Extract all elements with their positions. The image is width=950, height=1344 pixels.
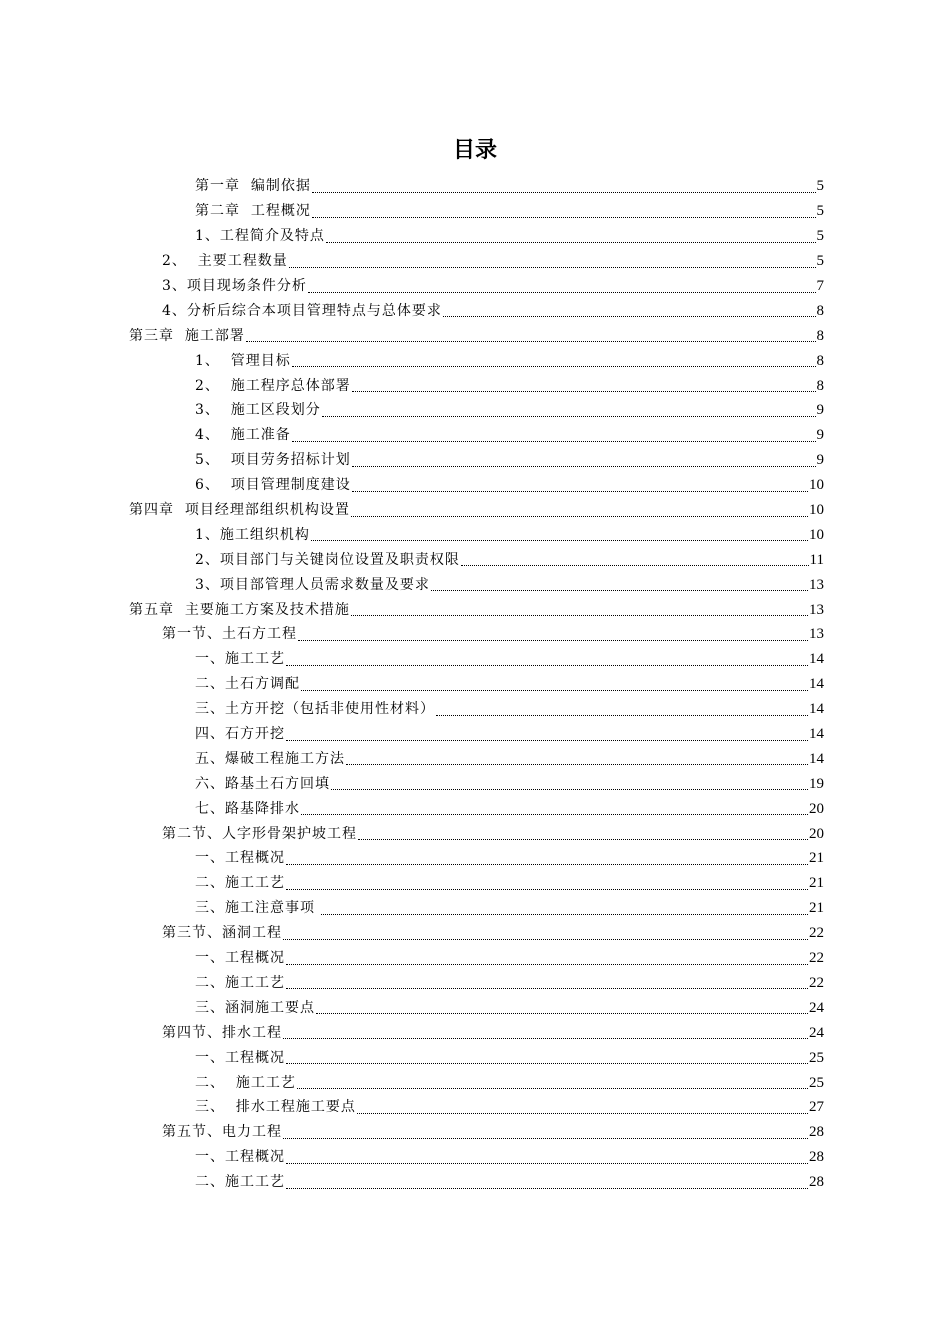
toc-dot-leader (311, 540, 808, 541)
toc-entry-label: 一、工程概况 (195, 1049, 285, 1066)
toc-entry-page-number: 19 (809, 775, 824, 792)
toc-entry-page-number: 8 (816, 352, 824, 369)
toc-entry[interactable] (0, 423, 824, 448)
toc-entry-label: 第五章 主要施工方案及技术措施 (129, 601, 350, 618)
toc-entry-page-number: 28 (809, 1124, 824, 1141)
toc-entry[interactable] (0, 522, 824, 547)
toc-entry-label: 二、 施工工艺 (195, 1074, 296, 1091)
toc-dot-leader (316, 1013, 808, 1014)
toc-entry[interactable] (0, 224, 824, 249)
toc-entry[interactable] (0, 547, 824, 572)
toc-dot-leader (352, 491, 808, 492)
toc-dot-leader (352, 466, 816, 467)
toc-dot-leader (289, 267, 816, 268)
toc-dot-leader (461, 565, 809, 566)
toc-entry[interactable] (0, 199, 824, 224)
toc-entry-page-number: 10 (809, 526, 824, 543)
toc-entry-page-number: 13 (809, 626, 824, 643)
toc-dot-leader (286, 1163, 808, 1164)
toc-dot-leader (286, 1188, 808, 1189)
toc-entry-label: 一、工程概况 (195, 1149, 285, 1166)
toc-entry-label: 第四章 项目经理部组织机构设置 (129, 502, 350, 519)
toc-entry[interactable] (0, 323, 824, 348)
toc-entry-label: 三、 排水工程施工要点 (195, 1099, 356, 1116)
toc-entry-page-number: 25 (809, 1074, 824, 1091)
toc-entry[interactable] (0, 473, 824, 498)
toc-entry[interactable] (0, 921, 824, 946)
toc-dot-leader (312, 192, 816, 193)
toc-entry-label: 1、 管理目标 (195, 352, 291, 369)
toc-entry[interactable] (0, 697, 824, 722)
toc-entry-label: 第三章 施工部署 (129, 327, 245, 344)
toc-entry-label: 4、 施工准备 (195, 427, 291, 444)
toc-entry-page-number: 20 (809, 800, 824, 817)
toc-entry-label: 3、项目部管理人员需求数量及要求 (195, 576, 430, 593)
toc-entry-label: 七、路基降排水 (195, 800, 300, 817)
toc-entry-label: 一、施工工艺 (195, 651, 285, 668)
toc-entry-page-number: 10 (809, 502, 824, 519)
toc-entry-page-number: 13 (809, 601, 824, 618)
toc-entry-label: 3、项目现场条件分析 (162, 278, 307, 294)
toc-entry[interactable] (0, 896, 824, 921)
toc-entry[interactable] (0, 672, 824, 697)
toc-dot-leader (286, 864, 808, 865)
toc-title: 目录 (452, 138, 497, 163)
toc-entry-label: 一、工程概况 (195, 850, 285, 867)
toc-dot-leader (286, 988, 808, 989)
toc-entry[interactable] (0, 498, 824, 523)
toc-entry-page-number: 9 (816, 452, 824, 469)
toc-entry-label: 1、施工组织机构 (195, 526, 310, 543)
toc-dot-leader (301, 690, 808, 691)
toc-entry-label: 2、 主要工程数量 (162, 253, 288, 270)
toc-entry-page-number: 14 (809, 651, 824, 668)
toc-entry-label: 第二节、人字形骨架护坡工程 (162, 825, 357, 842)
toc-entry[interactable] (0, 373, 824, 398)
toc-entry-label: 二、施工工艺 (195, 974, 285, 991)
toc-entry[interactable] (0, 298, 824, 323)
toc-dot-leader (292, 441, 816, 442)
toc-dot-leader (298, 640, 808, 641)
toc-entry-page-number: 22 (809, 974, 824, 991)
toc-entry[interactable] (0, 1070, 824, 1095)
toc-dot-leader (292, 366, 816, 367)
toc-entry-page-number: 22 (809, 950, 824, 967)
toc-entry-page-number: 14 (809, 750, 824, 767)
toc-entry-page-number: 8 (816, 302, 824, 319)
toc-dot-leader (431, 590, 808, 591)
toc-entry-label: 1、工程简介及特点 (195, 228, 325, 245)
toc-entry[interactable] (0, 448, 824, 473)
toc-entry-label: 第一节、土石方工程 (162, 626, 297, 643)
toc-entry-page-number: 21 (809, 850, 824, 867)
toc-entry[interactable] (0, 1145, 824, 1170)
toc-entry-label: 二、施工工艺 (195, 1174, 285, 1191)
toc-entry-label: 三、土方开挖（包括非使用性材料） (195, 701, 435, 718)
toc-dot-leader (346, 764, 808, 765)
toc-dot-leader (308, 292, 816, 293)
toc-entry[interactable] (0, 871, 824, 896)
toc-entry-label: 二、土石方调配 (195, 676, 300, 693)
toc-entry-label: 3、 施工区段划分 (195, 402, 321, 419)
toc-dot-leader (436, 715, 808, 716)
toc-entry-label: 四、石方开挖 (195, 726, 285, 743)
toc-entry-page-number: 14 (809, 701, 824, 718)
toc-entry-page-number: 14 (809, 726, 824, 743)
toc-dot-leader (351, 516, 808, 517)
toc-entry[interactable] (0, 597, 824, 622)
toc-entry-label: 六、路基土石方回填 (195, 775, 330, 792)
toc-entry[interactable] (0, 746, 824, 771)
toc-entry-label: 三、施工注意事项 (195, 900, 321, 917)
toc-entry[interactable] (0, 1120, 824, 1145)
toc-entry[interactable] (0, 622, 824, 647)
toc-dot-leader (301, 814, 808, 815)
toc-entry[interactable] (0, 348, 824, 373)
toc-entry-page-number: 5 (816, 203, 824, 220)
toc-entry[interactable] (0, 1170, 824, 1195)
toc-entry-label: 五、爆破工程施工方法 (195, 750, 345, 767)
toc-entry[interactable] (0, 771, 824, 796)
toc-dot-leader (443, 316, 816, 317)
toc-entry-label: 2、项目部门与关键岗位设置及职责权限 (195, 551, 460, 568)
toc-entry-page-number: 14 (809, 676, 824, 693)
toc-entry[interactable] (0, 572, 824, 597)
toc-entry[interactable] (0, 722, 824, 747)
toc-entry-page-number: 5 (816, 178, 824, 195)
toc-dot-leader (351, 615, 808, 616)
toc-entry-label: 5、 项目劳务招标计划 (195, 452, 351, 469)
toc-entry-page-number: 28 (809, 1174, 824, 1191)
toc-entry-page-number: 24 (809, 1024, 824, 1041)
toc-entry[interactable] (0, 1095, 824, 1120)
toc-entry-page-number: 10 (809, 477, 824, 494)
toc-entry-page-number: 9 (816, 427, 824, 444)
toc-dot-leader (331, 789, 808, 790)
toc-dot-leader (312, 217, 816, 218)
toc-entry[interactable] (0, 647, 824, 672)
toc-entry-page-number: 28 (809, 1149, 824, 1166)
toc-entry-page-number: 22 (809, 925, 824, 942)
toc-dot-leader (358, 839, 808, 840)
toc-entry-page-number: 11 (809, 551, 824, 568)
toc-entry[interactable] (0, 971, 824, 996)
toc-dot-leader (283, 1038, 808, 1039)
toc-entry-label: 第五节、电力工程 (162, 1124, 282, 1141)
toc-entry-page-number: 7 (816, 278, 824, 294)
toc-dot-leader (286, 889, 808, 890)
toc-entry-page-number: 25 (809, 1049, 824, 1066)
toc-entry[interactable] (0, 398, 824, 423)
toc-entry-label: 第一章 编制依据 (195, 178, 311, 195)
toc-entry-label: 4、分析后综合本项目管理特点与总体要求 (162, 302, 442, 319)
toc-entry-page-number: 21 (809, 900, 824, 917)
toc-entry-page-number: 8 (816, 377, 824, 394)
toc-entry[interactable] (0, 946, 824, 971)
toc-dot-leader (321, 914, 808, 915)
toc-entry-page-number: 8 (816, 327, 824, 344)
toc-dot-leader (286, 964, 808, 965)
toc-dot-leader (283, 939, 808, 940)
toc-entry-page-number: 21 (809, 875, 824, 892)
toc-dot-leader (286, 740, 808, 741)
toc-entry[interactable] (0, 1020, 824, 1045)
toc-entry-page-number: 5 (816, 228, 824, 245)
toc-list (0, 174, 950, 1195)
toc-entry[interactable] (0, 846, 824, 871)
toc-entry[interactable] (0, 796, 824, 821)
toc-entry[interactable] (0, 274, 824, 299)
toc-entry-page-number: 5 (816, 253, 824, 270)
toc-dot-leader (246, 341, 816, 342)
toc-entry[interactable] (0, 249, 824, 274)
toc-entry[interactable] (0, 821, 824, 846)
toc-dot-leader (322, 416, 816, 417)
toc-entry-label: 一、工程概况 (195, 950, 285, 967)
toc-entry-label: 2、 施工程序总体部署 (195, 377, 351, 394)
toc-entry-label: 6、 项目管理制度建设 (195, 477, 351, 494)
toc-entry-label: 三、涵洞施工要点 (195, 999, 315, 1016)
toc-dot-leader (297, 1088, 808, 1089)
toc-dot-leader (286, 665, 808, 666)
toc-entry-label: 第二章 工程概况 (195, 203, 311, 220)
toc-entry-page-number: 27 (809, 1099, 824, 1116)
toc-dot-leader (283, 1138, 808, 1139)
toc-entry-page-number: 20 (809, 825, 824, 842)
toc-dot-leader (286, 1063, 808, 1064)
toc-dot-leader (357, 1113, 808, 1114)
toc-entry-label: 二、施工工艺 (195, 875, 285, 892)
toc-entry[interactable] (0, 174, 824, 199)
toc-entry-label: 第三节、涵洞工程 (162, 925, 282, 942)
toc-dot-leader (326, 242, 816, 243)
toc-entry-page-number: 13 (809, 576, 824, 593)
toc-dot-leader (352, 391, 816, 392)
toc-entry[interactable] (0, 1045, 824, 1070)
toc-entry-page-number: 9 (816, 402, 824, 419)
toc-entry[interactable] (0, 995, 824, 1020)
toc-entry-page-number: 24 (809, 999, 824, 1016)
toc-entry-label: 第四节、排水工程 (162, 1024, 282, 1041)
